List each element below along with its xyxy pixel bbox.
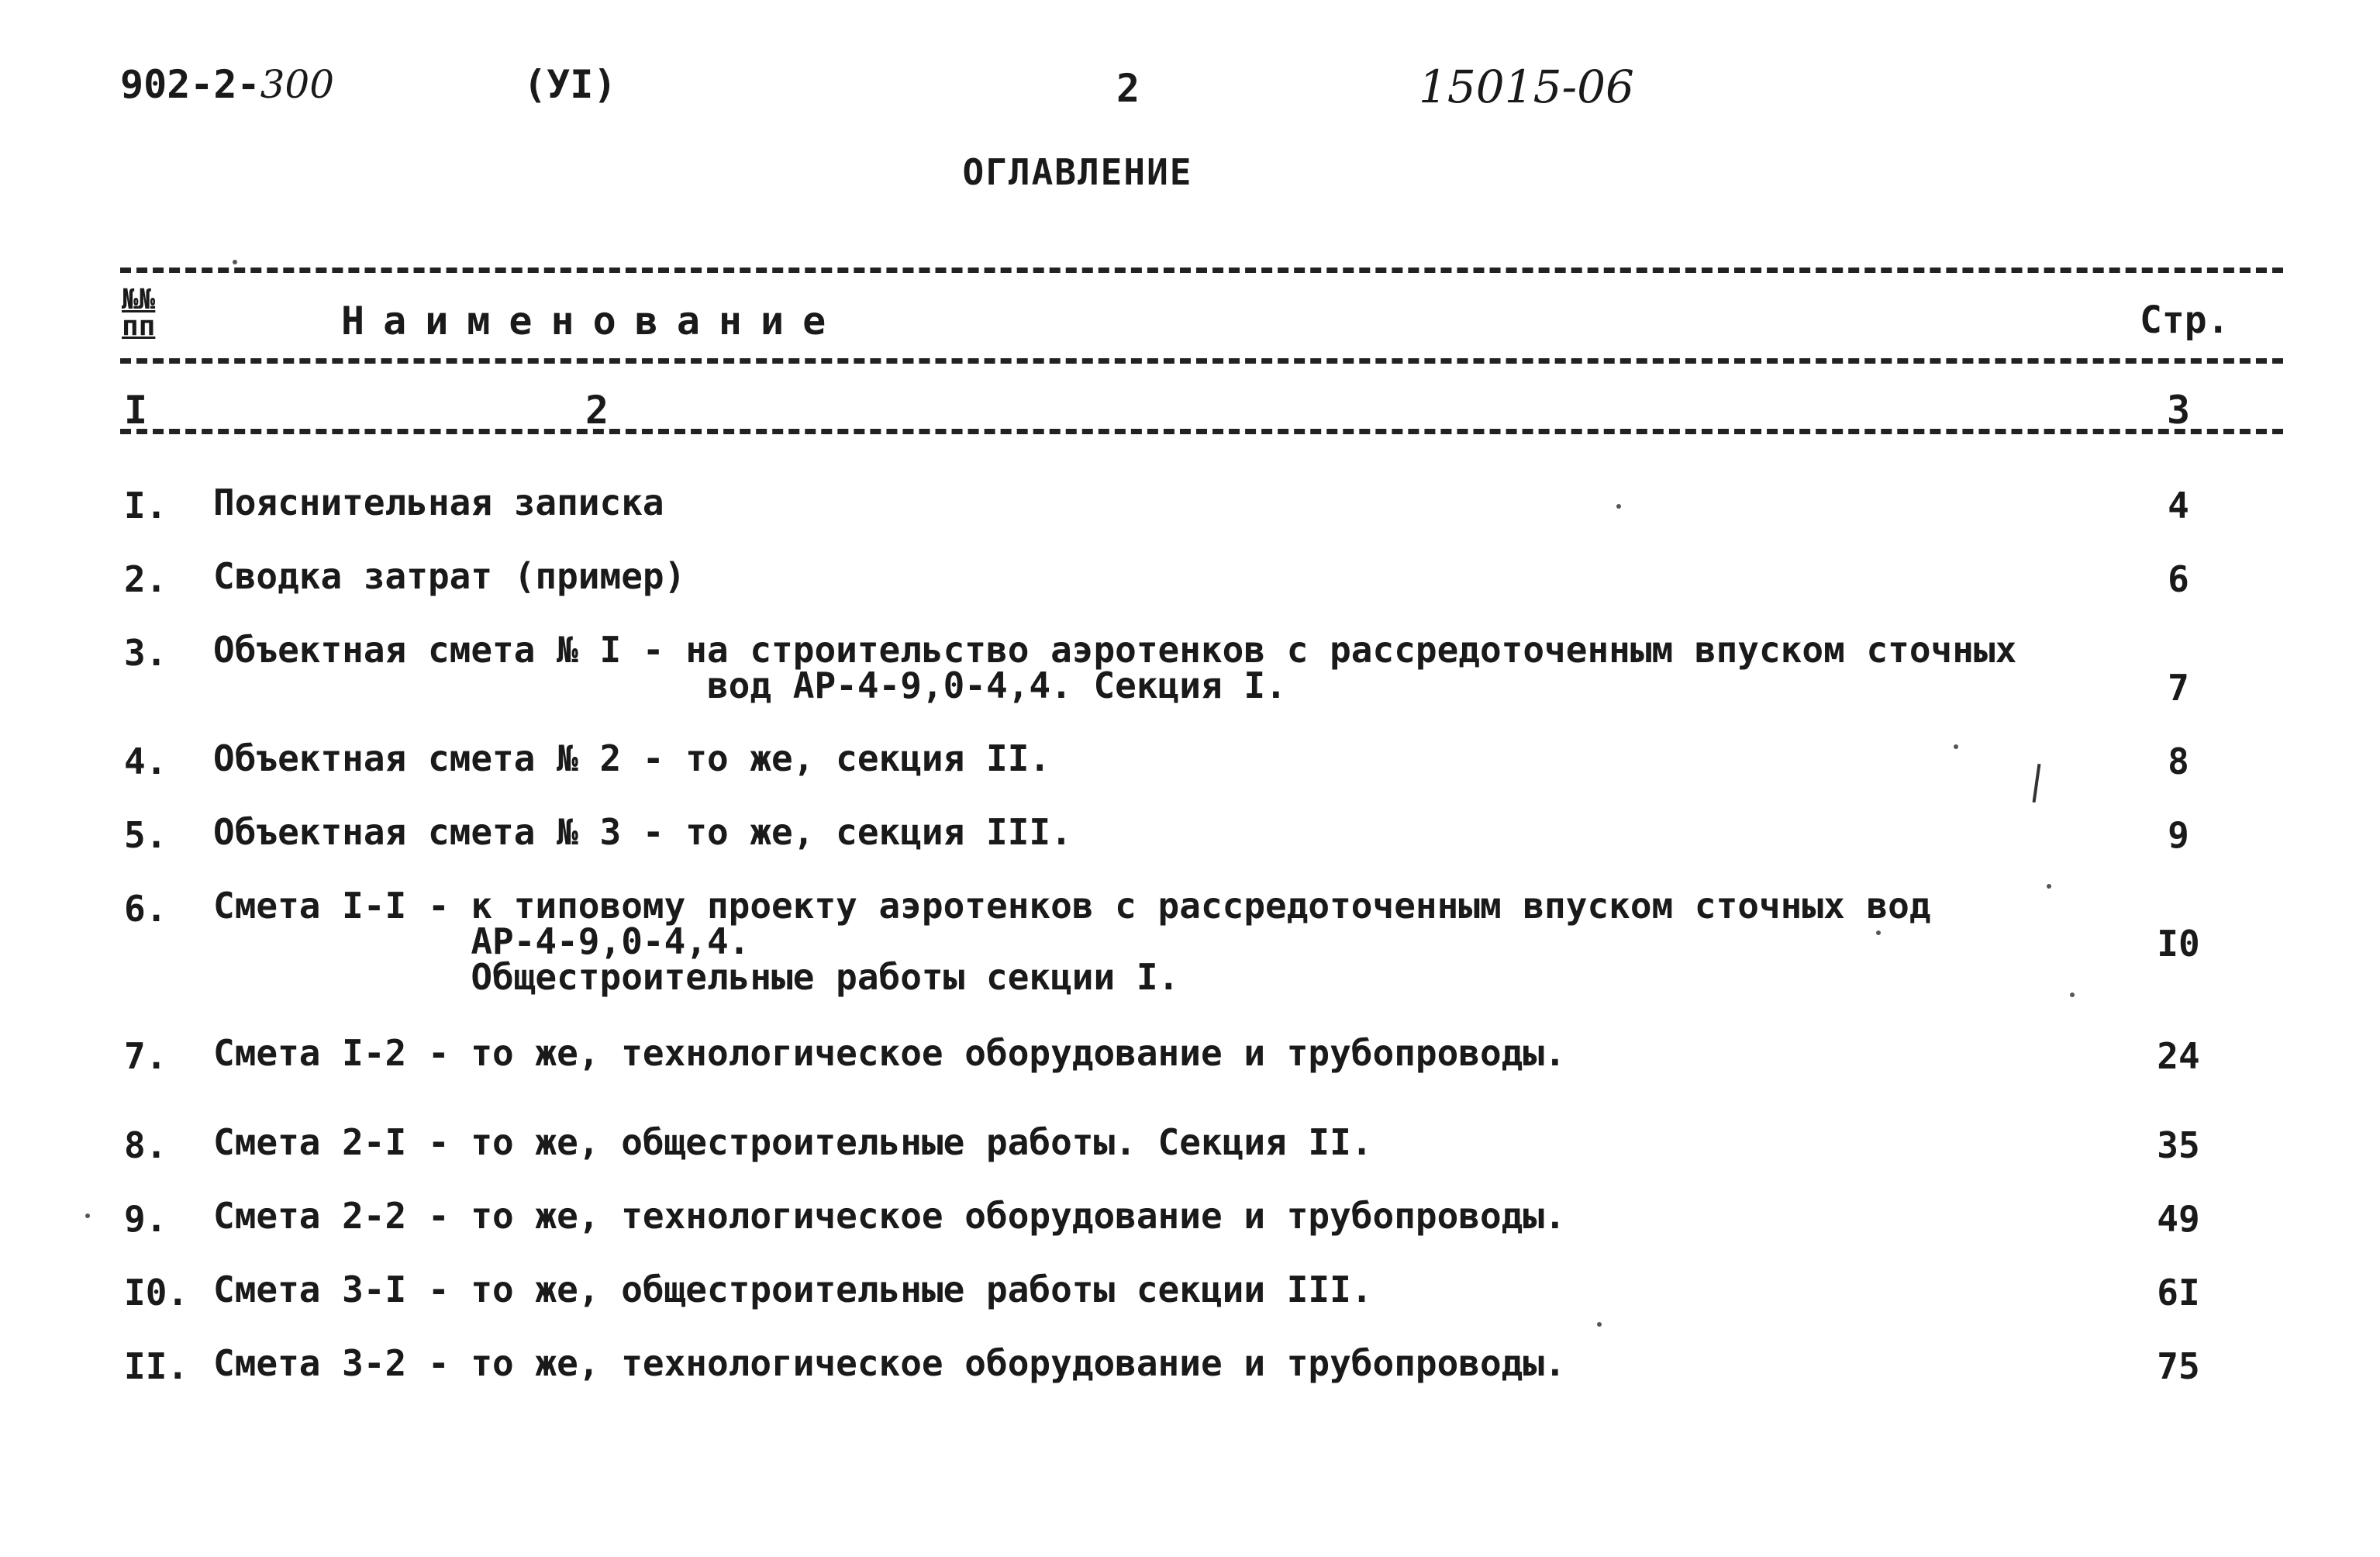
scan-speck bbox=[1954, 744, 1958, 749]
toc-row-title: Пояснительная записка bbox=[213, 482, 664, 523]
toc-row-number: 4. bbox=[124, 741, 167, 782]
toc-row-title: Смета 3-I - то же, общестроительные работы секции III. bbox=[213, 1269, 1373, 1310]
header-divider-rule bbox=[120, 358, 2283, 364]
toc-row-page: 6I bbox=[2157, 1272, 2200, 1314]
column-header-name: Наименование bbox=[341, 299, 845, 344]
volume-number: (УI) bbox=[523, 62, 617, 107]
toc-row-title: Объектная смета № 2 - то же, секция II. bbox=[213, 737, 1051, 779]
toc-row-number: 7. bbox=[124, 1035, 167, 1077]
registry-number: 15015-06 bbox=[1419, 60, 1634, 113]
column-header-number-top: №№ bbox=[122, 284, 156, 316]
toc-row-title: Сводка затрат (пример) bbox=[213, 555, 686, 597]
scan-speck bbox=[85, 1213, 90, 1218]
index-divider-rule bbox=[120, 429, 2283, 434]
toc-row-page: 49 bbox=[2157, 1198, 2200, 1240]
toc-row-title: Объектная смета № I - на строительство аэротенков с рассредоточенным впуском сточных вод АР-4-9,0-4,4. Секция I. bbox=[213, 629, 2017, 706]
table-top-rule bbox=[120, 268, 2283, 273]
toc-row-number: 8. bbox=[124, 1124, 167, 1166]
document-code-suffix: 300 bbox=[260, 62, 335, 107]
column-header-page: Стр. bbox=[2140, 299, 2230, 342]
toc-row-page: 4 bbox=[2168, 485, 2189, 526]
column-index-3: 3 bbox=[2167, 388, 2191, 433]
toc-row-title: Объектная смета № 3 - то же, секция III. bbox=[213, 811, 1072, 853]
toc-row-title: Смета I-2 - то же, технологическое оборудование и трубопроводы. bbox=[213, 1032, 1566, 1074]
page-title: ОГЛАВЛЕНИЕ bbox=[962, 151, 1193, 193]
toc-row-page: 35 bbox=[2157, 1124, 2200, 1166]
toc-row-number: 6. bbox=[124, 888, 167, 930]
toc-row-title: Смета 2-I - то же, общестроительные работы. Секция II. bbox=[213, 1121, 1373, 1163]
toc-row-title: Смета 3-2 - то же, технологическое оборудование и трубопроводы. bbox=[213, 1342, 1566, 1384]
toc-row-page: I0 bbox=[2157, 923, 2200, 965]
document-code bbox=[120, 62, 334, 107]
toc-row-page: 24 bbox=[2157, 1035, 2200, 1077]
toc-row-number: 3. bbox=[124, 632, 167, 674]
toc-row-page: 6 bbox=[2168, 558, 2189, 600]
document-code-prefix: 902-2- bbox=[120, 62, 260, 107]
toc-row-number: I. bbox=[124, 485, 167, 526]
column-header-number-bottom: пп bbox=[122, 310, 156, 342]
toc-row-number: 5. bbox=[124, 814, 167, 856]
column-index-2: 2 bbox=[585, 388, 609, 433]
scan-speck bbox=[1876, 930, 1881, 935]
toc-row-page: 8 bbox=[2168, 741, 2189, 782]
toc-row-title: Смета I-I - к типовому проекту аэротенков с рассредоточенным впуском сточных вод АР-4-9,0-4,4. Общестроительные работы секции I. bbox=[213, 885, 1931, 998]
toc-row-page: 9 bbox=[2168, 814, 2189, 856]
toc-row-number: II. bbox=[124, 1345, 189, 1387]
scan-speck bbox=[2047, 884, 2051, 889]
scan-speck bbox=[1616, 504, 1621, 509]
column-index-1: I bbox=[124, 388, 148, 433]
toc-row-page: 75 bbox=[2157, 1345, 2200, 1387]
toc-row-number: 2. bbox=[124, 558, 167, 600]
toc-row-number: 9. bbox=[124, 1198, 167, 1240]
scan-speck bbox=[1597, 1322, 1602, 1327]
toc-row-number: I0. bbox=[124, 1272, 189, 1314]
scan-speck bbox=[2070, 993, 2075, 997]
page-number: 2 bbox=[1116, 66, 1140, 111]
scan-speck bbox=[233, 260, 237, 264]
column-header-number bbox=[122, 284, 156, 342]
toc-row-page: 7 bbox=[2168, 667, 2189, 709]
toc-row-title: Смета 2-2 - то же, технологическое оборудование и трубопроводы. bbox=[213, 1195, 1566, 1237]
